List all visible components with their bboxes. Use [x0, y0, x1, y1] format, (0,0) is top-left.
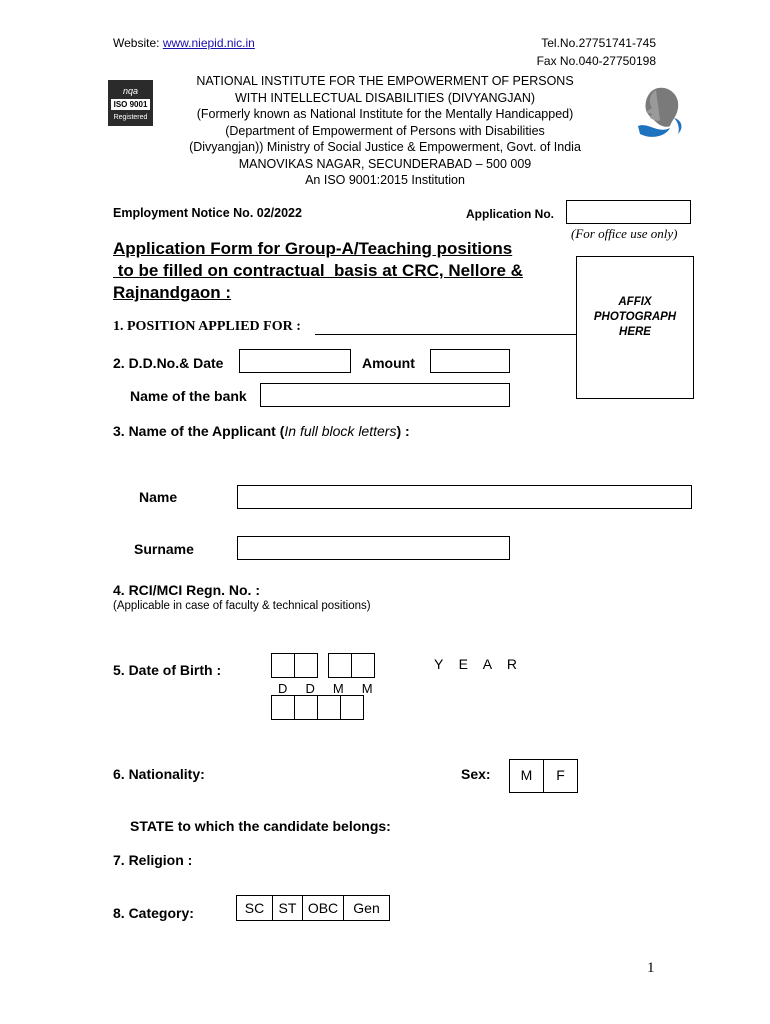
website-line	[113, 36, 255, 50]
dob-year-digit-1[interactable]	[271, 695, 295, 720]
applicant-label	[113, 423, 410, 439]
org-line-5: (Divyangjan)) Ministry of Social Justice & Empowerment, Govt. of India	[189, 140, 581, 154]
application-no-field[interactable]	[566, 200, 691, 224]
category-option-gen[interactable]: Gen	[343, 895, 390, 921]
tel-number: Tel.No.27751741-745	[541, 36, 656, 50]
position-field-line[interactable]	[315, 334, 576, 335]
photo-box-line-2: PHOTOGRAPH	[593, 311, 677, 323]
iso-logo-nqa: nqa	[122, 86, 139, 96]
bank-label: Name of the bank	[130, 388, 247, 404]
photo-box[interactable]	[576, 256, 694, 399]
dob-year-digit-2[interactable]	[294, 695, 318, 720]
org-line-6: MANOVIKAS NAGAR, SECUNDERABAD – 500 009	[238, 156, 532, 171]
iso-logo-registered: Registered	[113, 114, 148, 121]
nationality-label: 6. Nationality:	[113, 766, 205, 782]
applicant-label-text: 3. Name of the Applicant (	[113, 423, 285, 439]
office-use-note: (For office use only)	[571, 226, 678, 241]
sex-option-male[interactable]: M	[509, 759, 544, 793]
sex-option-female[interactable]: F	[543, 759, 578, 793]
website-label: Website:	[113, 36, 163, 50]
category-option-st[interactable]: ST	[272, 895, 303, 921]
dob-ddmm-label: D D M M	[278, 681, 373, 696]
dd-field[interactable]	[239, 349, 351, 373]
form-title-line-3: Rajnandgaon :	[113, 283, 232, 302]
dob-year-label: Y E A R	[434, 656, 518, 672]
category-option-obc[interactable]: OBC	[302, 895, 344, 921]
category-option-sc[interactable]: SC	[236, 895, 273, 921]
amount-field[interactable]	[430, 349, 510, 373]
dob-year-digit-4[interactable]	[340, 695, 364, 720]
employment-notice: Employment Notice No. 02/2022	[113, 206, 302, 220]
application-no-label: Application No.	[466, 207, 554, 221]
amount-label: Amount	[362, 355, 415, 371]
photo-box-line-3: HERE	[619, 326, 651, 338]
surname-field[interactable]	[237, 536, 510, 560]
form-title	[113, 238, 523, 304]
dob-month-digit-1[interactable]	[328, 653, 352, 678]
sex-label: Sex:	[461, 766, 491, 782]
website-link[interactable]: www.niepid.nic.in	[162, 36, 255, 50]
org-line-7: An ISO 9001:2015 Institution	[305, 173, 465, 187]
rci-note: (Applicable in case of faculty & technical positions)	[113, 600, 371, 612]
name-field[interactable]	[237, 485, 692, 509]
dd-label: 2. D.D.No.& Date	[113, 355, 224, 371]
photo-box-line-1: AFFIX	[618, 296, 652, 308]
name-label: Name	[139, 489, 178, 505]
dob-day-digit-2[interactable]	[294, 653, 318, 678]
form-title-line-1: Application Form for Group-A/Teaching positions	[113, 239, 513, 258]
dob-day-digit-1[interactable]	[271, 653, 295, 678]
rci-label: 4. RCI/MCI Regn. No. :	[113, 582, 260, 598]
position-label: 1. POSITION APPLIED FOR :	[113, 319, 301, 334]
page-number: 1	[647, 960, 655, 976]
dob-label: 5. Date of Birth :	[113, 662, 222, 678]
religion-label: 7. Religion :	[113, 852, 193, 868]
surname-label: Surname	[134, 541, 194, 557]
dob-year-digit-3[interactable]	[317, 695, 341, 720]
org-line-4: (Department of Empowerment of Persons with Disabilities	[225, 123, 545, 138]
dob-month-digit-2[interactable]	[351, 653, 375, 678]
institute-head-logo-icon	[630, 82, 686, 142]
applicant-hint: In full block letters	[284, 423, 397, 439]
fax-number: Fax No.040-27750198	[536, 54, 656, 68]
iso-logo-standard: ISO 9001	[111, 99, 150, 110]
applicant-label-end: ) :	[396, 423, 410, 439]
form-title-line-2: to be filled on contractual basis at CRC, Nellore &	[113, 261, 523, 280]
org-line-2: WITH INTELLECTUAL DISABILITIES (DIVYANGJAN)	[234, 90, 536, 105]
category-label: 8. Category:	[113, 905, 194, 921]
state-label: STATE to which the candidate belongs:	[130, 818, 391, 834]
org-line-1: NATIONAL INSTITUTE FOR THE EMPOWERMENT OF PERSONS	[196, 74, 574, 88]
bank-field[interactable]	[260, 383, 510, 407]
org-line-3: (Formerly known as National Institute for the Mentally Handicapped)	[196, 107, 574, 121]
